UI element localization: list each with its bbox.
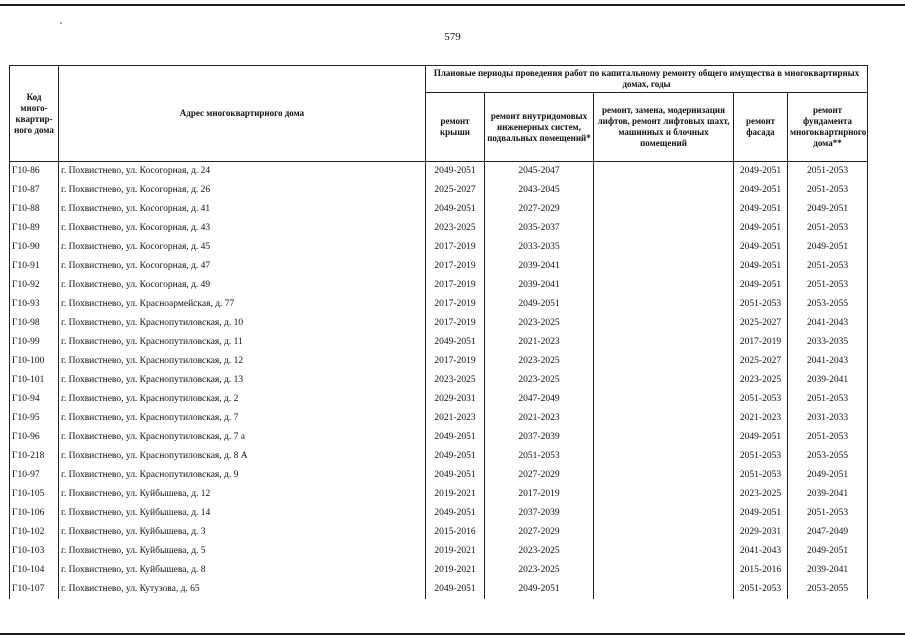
cell-foundation: 2049-2051 <box>788 542 868 561</box>
cell-foundation: 2053-2055 <box>788 447 868 466</box>
cell-engineering: 2023-2025 <box>485 542 594 561</box>
cell-engineering: 2039-2041 <box>485 257 594 276</box>
header-facade: ремонт фасада <box>734 93 788 162</box>
cell-code: Г10-100 <box>10 352 59 371</box>
cell-roof: 2017-2019 <box>426 314 485 333</box>
cell-roof: 2049-2051 <box>426 580 485 599</box>
cell-elevators <box>594 219 734 238</box>
cell-facade: 2023-2025 <box>734 371 788 390</box>
cell-engineering: 2037-2039 <box>485 428 594 447</box>
table-row <box>10 352 868 371</box>
cell-roof: 2049-2051 <box>426 447 485 466</box>
cell-code: Г10-86 <box>10 162 59 181</box>
cell-roof: 2017-2019 <box>426 295 485 314</box>
cell-address: г. Похвистнево, ул. Краснопутиловская, д. 7 <box>59 409 426 428</box>
table-row <box>10 238 868 257</box>
bottom-rule <box>0 633 905 635</box>
cell-engineering: 2017-2019 <box>485 485 594 504</box>
cell-facade: 2051-2053 <box>734 447 788 466</box>
cell-code: Г10-104 <box>10 561 59 580</box>
cell-address: г. Похвистнево, ул. Куйбышева, д. 14 <box>59 504 426 523</box>
cell-roof: 2019-2021 <box>426 485 485 504</box>
cell-roof: 2017-2019 <box>426 276 485 295</box>
cell-foundation: 2033-2035 <box>788 333 868 352</box>
header-elevators: ремонт, замена, модернизация лифтов, ремонт лифтовых шахт, машинных и блочных помещений <box>594 93 734 162</box>
header-roof: ремонт крыши <box>426 93 485 162</box>
cell-address: г. Похвистнево, ул. Краснопутиловская, д. 8 А <box>59 447 426 466</box>
cell-code: Г10-91 <box>10 257 59 276</box>
cell-address: г. Похвистнево, ул. Косогорная, д. 24 <box>59 162 426 181</box>
cell-code: Г10-87 <box>10 181 59 200</box>
table-row <box>10 390 868 409</box>
table-row <box>10 181 868 200</box>
cell-address: г. Похвистнево, ул. Краснопутиловская, д. 10 <box>59 314 426 333</box>
cell-foundation: 2039-2041 <box>788 371 868 390</box>
cell-elevators <box>594 504 734 523</box>
table-row <box>10 485 868 504</box>
cell-foundation: 2049-2051 <box>788 200 868 219</box>
cell-engineering: 2039-2041 <box>485 276 594 295</box>
cell-engineering: 2049-2051 <box>485 295 594 314</box>
cell-address: г. Похвистнево, ул. Краснопутиловская, д. 11 <box>59 333 426 352</box>
cell-address: г. Похвистнево, ул. Косогорная, д. 41 <box>59 200 426 219</box>
cell-engineering: 2045-2047 <box>485 162 594 181</box>
cell-foundation: 2053-2055 <box>788 295 868 314</box>
cell-elevators <box>594 181 734 200</box>
table-row <box>10 447 868 466</box>
table-row <box>10 409 868 428</box>
table-row <box>10 523 868 542</box>
cell-foundation: 2031-2033 <box>788 409 868 428</box>
table-header <box>10 66 868 162</box>
cell-code: Г10-103 <box>10 542 59 561</box>
table-row <box>10 580 868 599</box>
cell-elevators <box>594 390 734 409</box>
cell-engineering: 2049-2051 <box>485 580 594 599</box>
cell-elevators <box>594 580 734 599</box>
cell-engineering: 2027-2029 <box>485 200 594 219</box>
cell-address: г. Похвистнево, ул. Краснопутиловская, д. 2 <box>59 390 426 409</box>
cell-facade: 2051-2053 <box>734 390 788 409</box>
cell-code: Г10-102 <box>10 523 59 542</box>
cell-facade: 2041-2043 <box>734 542 788 561</box>
cell-facade: 2025-2027 <box>734 352 788 371</box>
cell-code: Г10-98 <box>10 314 59 333</box>
cell-address: г. Похвистнево, ул. Косогорная, д. 47 <box>59 257 426 276</box>
cell-facade: 2049-2051 <box>734 428 788 447</box>
cell-elevators <box>594 295 734 314</box>
cell-roof: 2017-2019 <box>426 238 485 257</box>
cell-engineering: 2043-2045 <box>485 181 594 200</box>
cell-code: Г10-106 <box>10 504 59 523</box>
cell-elevators <box>594 314 734 333</box>
cell-elevators <box>594 485 734 504</box>
cell-facade: 2049-2051 <box>734 238 788 257</box>
header-planned-group: Плановые периоды проведения работ по капитальному ремонту общего имущества в многоквартирных домах, годы <box>426 66 868 93</box>
cell-elevators <box>594 371 734 390</box>
cell-engineering: 2021-2023 <box>485 409 594 428</box>
cell-foundation: 2039-2041 <box>788 485 868 504</box>
table-row <box>10 219 868 238</box>
cell-address: г. Похвистнево, ул. Куйбышева, д. 3 <box>59 523 426 542</box>
cell-engineering: 2027-2029 <box>485 523 594 542</box>
table-row <box>10 333 868 352</box>
cell-address: г. Похвистнево, ул. Косогорная, д. 45 <box>59 238 426 257</box>
cell-roof: 2015-2016 <box>426 523 485 542</box>
cell-facade: 2051-2053 <box>734 580 788 599</box>
cell-roof: 2049-2051 <box>426 162 485 181</box>
cell-engineering: 2021-2023 <box>485 333 594 352</box>
header-code: Код много-квартир-ного дома <box>10 66 59 162</box>
cell-foundation: 2049-2051 <box>788 238 868 257</box>
cell-address: г. Похвистнево, ул. Косогорная, д. 49 <box>59 276 426 295</box>
scan-speck <box>60 22 62 24</box>
cell-elevators <box>594 352 734 371</box>
cell-elevators <box>594 162 734 181</box>
cell-facade: 2017-2019 <box>734 333 788 352</box>
cell-facade: 2049-2051 <box>734 504 788 523</box>
cell-engineering: 2023-2025 <box>485 371 594 390</box>
cell-engineering: 2027-2029 <box>485 466 594 485</box>
cell-facade: 2051-2053 <box>734 466 788 485</box>
cell-code: Г10-107 <box>10 580 59 599</box>
cell-engineering: 2035-2037 <box>485 219 594 238</box>
cell-engineering: 2023-2025 <box>485 352 594 371</box>
table-row <box>10 200 868 219</box>
cell-address: г. Похвистнево, ул. Краснопутиловская, д. 12 <box>59 352 426 371</box>
cell-code: Г10-94 <box>10 390 59 409</box>
cell-foundation: 2051-2053 <box>788 390 868 409</box>
cell-roof: 2029-2031 <box>426 390 485 409</box>
cell-roof: 2049-2051 <box>426 504 485 523</box>
cell-facade: 2049-2051 <box>734 162 788 181</box>
table-row <box>10 561 868 580</box>
cell-code: Г10-88 <box>10 200 59 219</box>
cell-code: Г10-96 <box>10 428 59 447</box>
cell-foundation: 2051-2053 <box>788 504 868 523</box>
header-foundation: ремонт фундамента многоквартирного дома** <box>788 93 868 162</box>
top-rule <box>0 4 905 6</box>
cell-engineering: 2051-2053 <box>485 447 594 466</box>
cell-elevators <box>594 466 734 485</box>
cell-elevators <box>594 428 734 447</box>
cell-code: Г10-218 <box>10 447 59 466</box>
header-address: Адрес многоквартирного дома <box>59 66 426 162</box>
cell-address: г. Похвистнево, ул. Куйбышева, д. 12 <box>59 485 426 504</box>
cell-address: г. Похвистнево, ул. Косогорная, д. 26 <box>59 181 426 200</box>
cell-elevators <box>594 542 734 561</box>
cell-roof: 2023-2025 <box>426 219 485 238</box>
table-row <box>10 257 868 276</box>
cell-elevators <box>594 276 734 295</box>
cell-elevators <box>594 257 734 276</box>
cell-foundation: 2051-2053 <box>788 219 868 238</box>
table-row <box>10 276 868 295</box>
header-engineering: ремонт внутридомовых инженерных систем, подвальных помещений* <box>485 93 594 162</box>
cell-engineering: 2047-2049 <box>485 390 594 409</box>
cell-address: г. Похвистнево, ул. Куйбышева, д. 5 <box>59 542 426 561</box>
cell-address: г. Похвистнево, ул. Кутузова, д. 65 <box>59 580 426 599</box>
cell-elevators <box>594 333 734 352</box>
cell-roof: 2049-2051 <box>426 466 485 485</box>
cell-code: Г10-89 <box>10 219 59 238</box>
cell-foundation: 2051-2053 <box>788 257 868 276</box>
table-row <box>10 466 868 485</box>
cell-facade: 2049-2051 <box>734 276 788 295</box>
cell-engineering: 2033-2035 <box>485 238 594 257</box>
cell-foundation: 2039-2041 <box>788 561 868 580</box>
cell-code: Г10-97 <box>10 466 59 485</box>
cell-code: Г10-90 <box>10 238 59 257</box>
cell-foundation: 2041-2043 <box>788 352 868 371</box>
cell-foundation: 2051-2053 <box>788 428 868 447</box>
table-row <box>10 371 868 390</box>
cell-foundation: 2051-2053 <box>788 181 868 200</box>
page-number: 579 <box>444 31 461 43</box>
table-row <box>10 295 868 314</box>
cell-foundation: 2051-2053 <box>788 162 868 181</box>
cell-foundation: 2053-2055 <box>788 580 868 599</box>
table-row <box>10 542 868 561</box>
cell-facade: 2021-2023 <box>734 409 788 428</box>
cell-facade: 2015-2016 <box>734 561 788 580</box>
cell-roof: 2023-2025 <box>426 371 485 390</box>
cell-foundation: 2041-2043 <box>788 314 868 333</box>
cell-roof: 2025-2027 <box>426 181 485 200</box>
table-row <box>10 314 868 333</box>
cell-code: Г10-101 <box>10 371 59 390</box>
cell-roof: 2049-2051 <box>426 333 485 352</box>
cell-elevators <box>594 523 734 542</box>
cell-elevators <box>594 561 734 580</box>
cell-address: г. Похвистнево, ул. Краснопутиловская, д. 13 <box>59 371 426 390</box>
cell-facade: 2051-2053 <box>734 295 788 314</box>
cell-roof: 2017-2019 <box>426 352 485 371</box>
cell-roof: 2049-2051 <box>426 200 485 219</box>
cell-engineering: 2023-2025 <box>485 314 594 333</box>
cell-roof: 2019-2021 <box>426 561 485 580</box>
cell-code: Г10-93 <box>10 295 59 314</box>
repair-schedule-table <box>9 65 868 599</box>
table-row <box>10 162 868 181</box>
cell-engineering: 2037-2039 <box>485 504 594 523</box>
cell-elevators <box>594 238 734 257</box>
cell-elevators <box>594 200 734 219</box>
cell-facade: 2049-2051 <box>734 200 788 219</box>
cell-elevators <box>594 447 734 466</box>
cell-address: г. Похвистнево, ул. Красноармейская, д. 77 <box>59 295 426 314</box>
cell-facade: 2023-2025 <box>734 485 788 504</box>
cell-facade: 2025-2027 <box>734 314 788 333</box>
cell-elevators <box>594 409 734 428</box>
cell-roof: 2017-2019 <box>426 257 485 276</box>
cell-foundation: 2051-2053 <box>788 276 868 295</box>
cell-code: Г10-99 <box>10 333 59 352</box>
table-row <box>10 428 868 447</box>
cell-facade: 2029-2031 <box>734 523 788 542</box>
cell-roof: 2049-2051 <box>426 428 485 447</box>
cell-address: г. Похвистнево, ул. Косогорная, д. 43 <box>59 219 426 238</box>
cell-address: г. Похвистнево, ул. Краснопутиловская, д. 7 а <box>59 428 426 447</box>
cell-address: г. Похвистнево, ул. Краснопутиловская, д. 9 <box>59 466 426 485</box>
cell-address: г. Похвистнево, ул. Куйбышева, д. 8 <box>59 561 426 580</box>
cell-foundation: 2047-2049 <box>788 523 868 542</box>
table-row <box>10 504 868 523</box>
table-body <box>10 162 868 599</box>
cell-roof: 2019-2021 <box>426 542 485 561</box>
cell-facade: 2049-2051 <box>734 257 788 276</box>
cell-code: Г10-105 <box>10 485 59 504</box>
cell-foundation: 2049-2051 <box>788 466 868 485</box>
cell-facade: 2049-2051 <box>734 181 788 200</box>
cell-engineering: 2023-2025 <box>485 561 594 580</box>
cell-code: Г10-95 <box>10 409 59 428</box>
cell-code: Г10-92 <box>10 276 59 295</box>
cell-roof: 2021-2023 <box>426 409 485 428</box>
cell-facade: 2049-2051 <box>734 219 788 238</box>
